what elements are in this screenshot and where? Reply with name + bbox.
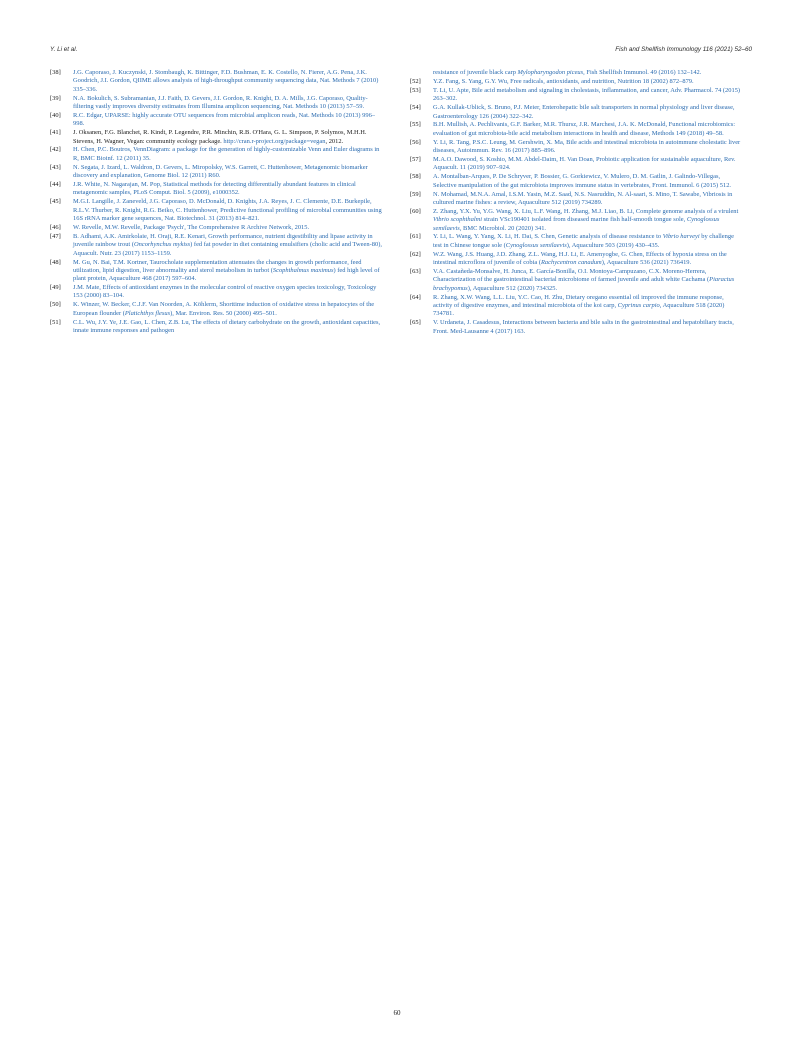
reference-text-segment: B. Adhami, A.K. Amirkolaie, H. Oraji, R.E. Kenari, Growth performance, nutrient digestibility and lipase activity in juvenile rainbow trout ( [73, 232, 373, 249]
species-name: Oncorhynchus mykiss [133, 241, 191, 249]
reference-item[interactable] [50, 233, 382, 258]
reference-number: [49] [50, 284, 61, 292]
reference-text[interactable] [73, 233, 382, 257]
reference-number: [59] [410, 190, 421, 198]
reference-number: [38] [50, 69, 61, 76]
reference-item[interactable] [410, 319, 744, 336]
reference-number: [55] [410, 121, 421, 129]
reference-item[interactable] [410, 268, 744, 293]
reference-number: [42] [50, 146, 61, 154]
reference-text-segment: Y.Z. Fang, S. Yang, G.Y. Wu, Free radicals, antioxidants, and nutrition, Nutrition 18 (2002) 872–879. [433, 77, 694, 85]
reference-number: [52] [410, 77, 421, 85]
reference-text[interactable] [73, 164, 368, 179]
reference-text-segment: , Aquaculture 518 (2020) 734781. [433, 302, 725, 318]
reference-text-segment: M.A.O. Dawood, S. Koshio, M.M. Abdel-Daim, H. Van Doan, Probiotic application for sustainable aquaculture, Rev. Aquacult. 11 (2019) 907–924. [433, 156, 736, 172]
reference-text[interactable] [433, 208, 738, 232]
species-name: Mylopharyngodon piceus [517, 69, 584, 76]
reference-number: [63] [410, 268, 421, 276]
reference-text[interactable] [433, 191, 732, 206]
reference-number: [62] [410, 250, 421, 258]
reference-text-segment: Z. Zhang, Y.X. Yu, Y.G. Wang, X. Liu, L.F. Wang, H. Zhang, M.J. Liao, B. Li, Complete genome analysis of a virulent [433, 207, 739, 215]
reference-item[interactable] [410, 156, 744, 173]
reference-text-segment: resistance of juvenile black carp [433, 69, 518, 76]
reference-number: [60] [410, 207, 421, 215]
reference-item[interactable] [410, 139, 744, 156]
reference-text-segment: strain VSc190401 isolated from diseased marine fish half-smooth tongue sole, [482, 216, 687, 224]
reference-url-link[interactable]: http://cran.r-project.org/package=vegan [223, 137, 326, 145]
reference-text-segment: ), Aquaculture 503 (2019) 430–435. [566, 241, 660, 249]
reference-text-segment: J. Oksanen, F.G. Blanchet, R. Kindt, P. Legendre, P.R. Minchin, R.B. O'Hara, G. L. Simpson, P. Solymos, M.H.H. Stevens, H. Wagner, Vegan: community ecology package. [73, 129, 367, 145]
reference-text[interactable] [73, 112, 375, 127]
page-number: 60 [393, 1009, 401, 1017]
reference-text-segment: W.Z. Wang, J.S. Huang, J.D. Zhang, Z.L. Wang, H.J. Li, E. Amenyogbe, G. Chen, Effects of hypoxia stress on the intestinal microflora of juvenile of cobia ( [433, 250, 727, 267]
reference-text-segment: J.M. Mate, Effects of antioxidant enzymes in the molecular control of reactive oxygen species toxicology, Toxicology 153 (2000) 83–104. [73, 284, 377, 300]
reference-text[interactable] [433, 121, 735, 136]
reference-text-segment: , 2012. [325, 137, 344, 145]
reference-item[interactable] [50, 319, 382, 336]
reference-text[interactable] [73, 319, 380, 334]
species-name: Vibrio harveyi [662, 233, 700, 241]
reference-item[interactable] [50, 95, 382, 112]
reference-text-segment: M. Gu, N. Bai, T.M. Kortner, Taurocholate supplementation attenuates the changes in growth performance, feed utilization, lipid digestion, liver abnormality and sterol metabolism in turbot ( [73, 258, 362, 274]
species-name: Rachycentron canadum [540, 259, 602, 267]
reference-number: [65] [410, 319, 421, 327]
reference-number: [58] [410, 173, 421, 181]
reference-number: [39] [50, 94, 61, 102]
reference-item[interactable] [50, 259, 382, 284]
reference-item[interactable] [410, 87, 744, 104]
reference-text[interactable] [433, 104, 735, 119]
reference-text[interactable] [73, 224, 309, 231]
reference-text[interactable] [433, 268, 734, 292]
reference-text[interactable] [433, 78, 694, 85]
reference-text-segment: ) fed fat powder in diet containing emulsifiers (cholic acid and Tween-80), Aquacult. Nutr. 23 (2017) 1153–1159. [73, 241, 382, 257]
reference-text-segment: T. Li, U. Apte, Bile acid metabolism and signaling in cholestasis, inflammation, and cancer, Adv. Pharmacol. 74 (2015) 263–302. [433, 86, 741, 103]
reference-text-segment: R. Zhang, X.W. Wang, L.L. Liu, Y.C. Cao, H. Zhu, Dietary oregano essential oil improved the immune response, activity of digestive enzymes, and intestinal microbiota of the koi carp, [433, 293, 724, 309]
reference-number: [48] [50, 258, 61, 266]
references-column-left [50, 69, 382, 336]
reference-number: [56] [410, 138, 421, 146]
reference-text-segment: W. Revelle, M.W. Revelle, Package 'Psych', The Comprehensive R Archive Network, 2015. [73, 223, 310, 231]
reference-text-segment: K. Winzer, W. Becker, C.J.F. Van Noorden, A. Köhlerm, Shorttime induction of oxidative stress in hepatocytes of the European flounder ( [73, 301, 375, 317]
species-name: Cyprinus carpio [617, 302, 660, 309]
reference-text[interactable] [73, 69, 378, 93]
reference-item[interactable] [50, 301, 382, 318]
reference-number: [40] [50, 111, 61, 119]
reference-item[interactable] [50, 164, 382, 181]
reference-item[interactable] [50, 69, 382, 94]
reference-number: [41] [50, 129, 61, 137]
reference-text[interactable] [433, 156, 736, 171]
species-name: Platichthys flesus [124, 309, 171, 317]
reference-text[interactable] [73, 198, 382, 222]
reference-text-segment: ) fed high level of plant protein, Aquaculture 468 (2017) 597–604. [73, 266, 380, 283]
reference-text-segment: V. Urdaneta, J. Casadesus, Interactions between bacteria and bile salts in the gastrointestinal and hepatobiliary tracts, Front. Med-Lausanne 4 (2017) 163. [433, 319, 734, 335]
reference-text-segment: by challenge test in Chinese tongue sole ( [433, 233, 734, 249]
reference-number: [43] [50, 163, 61, 171]
running-head [50, 46, 752, 58]
reference-text-segment: ), Aquaculture 512 (2020) 734325. [467, 284, 558, 292]
reference-text[interactable] [73, 95, 368, 110]
reference-text[interactable] [433, 251, 727, 266]
reference-text[interactable] [73, 301, 374, 316]
references-column-right [410, 69, 744, 337]
reference-item[interactable] [50, 284, 382, 301]
reference-text[interactable] [433, 233, 734, 248]
reference-text-segment: C.L. Wu, J.Y. Ye, J.E. Gao, L. Chen, Z.B. Lu, The effects of dietary carbohydrate on the growth, antioxidant capacities, innate immune responses and pathogen [73, 318, 381, 335]
reference-text-segment: , Fish Shellfish Immunol. 49 (2016) 132–142. [583, 69, 702, 76]
reference-number: [64] [410, 293, 421, 301]
reference-item[interactable] [410, 173, 744, 190]
reference-text[interactable] [73, 284, 376, 299]
reference-number: [51] [50, 318, 61, 326]
reference-item[interactable] [50, 181, 382, 198]
reference-item[interactable] [410, 294, 744, 319]
reference-number: [45] [50, 198, 61, 206]
reference-text-segment: M.G.I. Langille, J. Zaneveld, J.G. Caporaso, D. McDonald, D. Knights, J.A. Reyes, J. C. Clemente, D.E. Burkepile, R.L.V. Thurber, R. Knight, R.G. Beiko, C. Huttenhower, Predictive functional profiling of microbial communities using 16S rRNA marker gene sequences, Nat. Biotechnol. 31 (2013) 814–821. [73, 198, 382, 222]
reference-text[interactable] [433, 139, 740, 154]
reference-text-segment: H. Chen, P.C. Boutros, VennDiagram: a package for the generation of highly-customizable Venn and Euler diagrams in R, BMC Bioinf. 12 (2011) 35. [73, 146, 380, 162]
species-name: Piaractus brachypomus [433, 276, 735, 292]
reference-item[interactable] [50, 146, 382, 163]
reference-item[interactable] [50, 112, 382, 129]
reference-item[interactable] [50, 129, 382, 146]
reference-number: [50] [50, 301, 61, 309]
reference-text-segment: N. Segata, J. Izard, L. Waldron, D. Gevers, L. Miropolsky, W.S. Garrett, C. Huttenhower, Metagenomic biomarker discovery and explanation, Genome Biol. 12 (2011) R60. [73, 163, 368, 180]
reference-text[interactable] [73, 259, 380, 283]
reference-number: [47] [50, 232, 61, 240]
reference-text-segment: Y. Li, L. Wang, Y. Yang, X. Li, H. Dai, S. Chen, Genetic analysis of disease resistance to [433, 233, 663, 241]
reference-text-segment: R.C. Edgar, UPARSE: highly accurate OTU sequences from microbial amplicon reads, Nat. Methods 10 (2013) 996–998. [73, 111, 376, 128]
reference-text-segment: V.A. Castañeda-Monsalve, H. Junca, E. García-Bonilla, O.I. Montoya-Campuzano, C.X. Moreno-Herrera, Characterization of the gastrointestinal bacterial microbiome of farmed juvenile and adult white Cachama ( [433, 268, 710, 284]
reference-number: [53] [410, 86, 421, 94]
species-name: Scophthalmus maximus [272, 266, 334, 274]
species-name: Cynoglossus semilaevis [505, 241, 567, 249]
reference-number: [44] [50, 181, 61, 189]
reference-text-segment: N.A. Bokulich, S. Subramanian, J.J. Faith, D. Gevers, J.I. Gordon, R. Knight, D. A. Mills, J.G. Caporaso, Quality-filtering vastly improves diversity estimates from Illumina amplicon sequencing, Nat. Methods 10 (2013) 57–59. [73, 94, 368, 110]
running-head-authors: Y. Li et al. [50, 46, 78, 53]
reference-text-segment: J.R. White, N. Nagarajan, M. Pop, Statistical methods for detecting differentially abundant features in clinical metagenomic samples, PLoS Comput. Biol. 5 (2009), e1000352. [73, 181, 356, 197]
reference-item[interactable] [410, 191, 744, 208]
reference-number: [54] [410, 104, 421, 112]
reference-text[interactable] [73, 181, 356, 196]
reference-text-segment: , BMC Microbiol. 20 (2020) 341. [459, 224, 547, 232]
reference-item[interactable] [410, 233, 744, 250]
reference-item[interactable] [50, 224, 382, 232]
reference-item[interactable] [410, 251, 744, 268]
reference-text [73, 129, 367, 144]
reference-text-segment: ), Mar. Environ. Res. 50 (2000) 495–501. [170, 309, 277, 317]
species-name: Vibrio scophthalmi [433, 216, 483, 224]
reference-text-segment: ), Aquaculture 536 (2021) 736419. [601, 259, 692, 267]
reference-number: [46] [50, 223, 61, 231]
reference-text-segment: A. Montalban-Arques, P. De Schryver, P. Bossier, G. Gorkiewicz, V. Mulero, D. M. Gatlin, J. Galindo-Villegas, Selective manipulation of the gut microbiota improves immune status in vertebrates, Front. Immunol. 6 (2015) 512. [433, 173, 732, 189]
reference-text[interactable] [433, 69, 701, 76]
reference-item[interactable] [410, 78, 744, 86]
reference-text-segment: B.H. Mullish, A. Pechlivanis, G.F. Barker, M.R. Thursz, J.R. Marchesi, J.A. K. McDonald, Functional microbiomics: evaluation of gut microbiota-bile acid metabolism interactions in health and disease, Methods 149 (2018) 49–58. [433, 121, 736, 137]
running-head-journal: Fish and Shellfish Immunology 116 (2021) 52–60 [615, 46, 752, 53]
reference-text[interactable] [433, 319, 734, 334]
reference-text[interactable] [433, 173, 731, 188]
reference-number: [61] [410, 233, 421, 241]
reference-item[interactable] [410, 69, 744, 77]
reference-text-segment: G.A. Kullak-Ublick, S. Bruno, P.J. Meier, Enterohepatic bile salt transporters in normal physiology and liver disease, Gastroenterology 126 (2004) 322–342. [433, 104, 735, 120]
reference-item[interactable] [410, 104, 744, 121]
reference-item[interactable] [410, 121, 744, 138]
reference-text-segment: J.G. Caporaso, J. Kuczynski, J. Stombaugh, K. Bittinger, F.D. Bushman, E. K. Costello, N. Fierer, A.G. Pena, J.K. Goodrich, J.I. Gordon, QIIME allows analysis of high-throughput community sequencing data, Nat. Methods 7 (2010) 335–336. [73, 69, 379, 93]
reference-text-segment: N. Mohamad, M.N.A. Amal, I.S.M. Yasin, M.Z. Saad, N.S. Nasruddin, N. Al-saari, S. Mino, T. Sawabe, Vibriosis in cultured marine fishes: a review, Aquaculture 512 (2019) 734289. [433, 190, 733, 206]
reference-text[interactable] [433, 294, 724, 318]
reference-item[interactable] [410, 208, 744, 233]
species-name: Cynoglossus semilaevis [433, 216, 720, 232]
reference-text[interactable] [433, 87, 740, 102]
reference-text[interactable] [73, 146, 379, 161]
reference-text-segment: Y. Li, R. Tang, P.S.C. Leung, M. Gershwin, X. Ma, Bile acids and intestinal microbiota in autoimmune cholestatic liver diseases, Autoimmun. Rev. 16 (2017) 885–896. [433, 138, 741, 155]
reference-number: [57] [410, 156, 421, 163]
reference-item[interactable] [50, 198, 382, 223]
